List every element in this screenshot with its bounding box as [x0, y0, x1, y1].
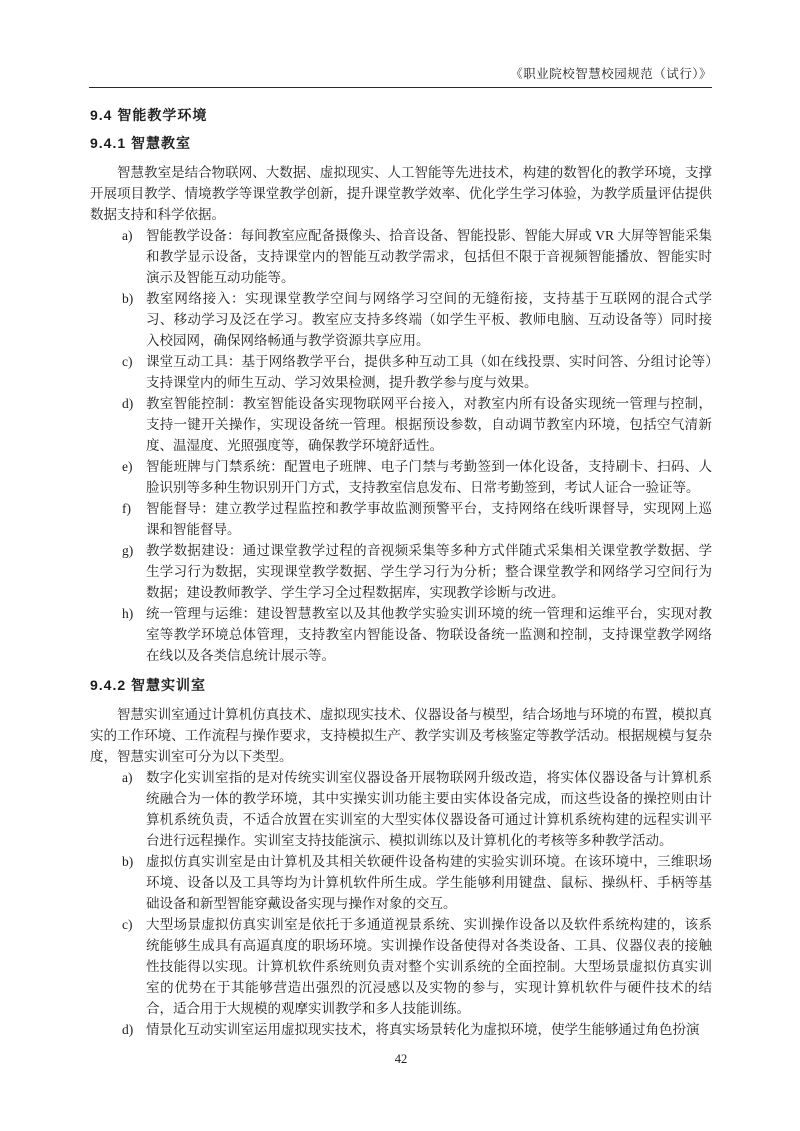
- section-heading-9-4: 9.4 智能教学环境: [90, 107, 208, 123]
- list-item: [90, 498, 712, 540]
- list-item-text: 智能班牌与门禁系统：配置电子班牌、电子门禁与考勤签到一体化设备，支持刷卡、扫码、人脸识别等多种生物识别开门方式，支持教室信息发布、日常考勤签到，考试人证合一验证等。: [146, 459, 712, 495]
- list-item-label: b): [122, 291, 134, 306]
- page-content: [90, 88, 712, 1040]
- list-item-label: c): [122, 917, 133, 932]
- list-item: [90, 288, 712, 351]
- list-item-text: 数字化实训室指的是对传统实训室仪器设备开展物联网升级改造，将实体仪器设备与计算机系统融合为一体的教学环境，其中实操实训功能主要由实体设备完成，而这些设备的操控则由计算机系统负责，不适合放置在实训室的大型实体仪器设备可通过计算机系统构建的远程实训平台进行远程操作。实训室支持技能演示、模拟训练以及计算机化的考核等多种教学活动。: [146, 770, 712, 848]
- list-item-text: 教室网络接入：实现课堂教学空间与网络学习空间的无缝衔接，支持基于互联网的混合式学习、移动学习及泛在学习。教室应支持多终端（如学生平板、教师电脑、互动设备等）同时接入校园网，确保网络畅通与教学资源共享应用。: [146, 291, 712, 348]
- list-item: [90, 225, 712, 288]
- section-heading-9-4-1: 9.4.1 智慧教室: [90, 135, 192, 151]
- list-item: [90, 1019, 712, 1040]
- list-item-text: 智能督导：建立教学过程监控和教学事故监测预警平台，支持网络在线听课督导，实现网上巡课和智能督导。: [146, 501, 712, 537]
- list-item-text: 情景化互动实训室运用虚拟现实技术，将真实场景转化为虚拟环境，使学生能够通过角色扮演: [146, 1022, 700, 1037]
- list-item-label: c): [122, 354, 133, 369]
- paragraph-9-4-2-intro: 智慧实训室通过计算机仿真技术、虚拟现实技术、仪器设备与模型，结合场地与环境的布置，模拟真实的工作环境、工作流程与操作要求，支持模拟生产、教学实训及考核鉴定等教学活动。根据规模与复杂度，智慧实训室可分为以下类型。: [90, 707, 712, 764]
- list-item-text: 教学数据建设：通过课堂教学过程的音视频采集等多种方式伴随式采集相关课堂教学数据、学生学习行为数据，实现课堂教学数据、学生学习行为分析；整合课堂教学和网络学习空间行为数据；建设教师教学、学生学习全过程数据库，实现教学诊断与改进。: [146, 543, 712, 600]
- section-heading-9-4-2: 9.4.2 智慧实训室: [90, 677, 207, 693]
- list-item-label: a): [122, 770, 133, 785]
- list-item: [90, 914, 712, 1019]
- list-item-label: a): [122, 228, 133, 243]
- list-item-label: b): [122, 854, 134, 869]
- list-item: [90, 456, 712, 498]
- paragraph-9-4-1-intro: 智慧教室是结合物联网、大数据、虚拟现实、人工智能等先进技术，构建的数智化的教学环境，支撑开展项目教学、情境教学等课堂教学创新，提升课堂教学效率、优化学生学习体验，为教学质量评估提供数据支持和科学依据。: [90, 165, 712, 222]
- list-item-text: 智能教学设备：每间教室应配备摄像头、拾音设备、智能投影、智能大屏或 VR 大屏等智能采集和教学显示设备，支持课堂内的智能互动教学需求，包括但不限于音视频智能播放、智能实时演示及智能互动功能等。: [146, 228, 712, 285]
- list-item: [90, 540, 712, 603]
- list-item-text: 虚拟仿真实训室是由计算机及其相关软硬件设备构建的实验实训环境。在该环境中，三维职场环境、设备以及工具等均为计算机软件所生成。学生能够利用键盘、鼠标、操纵杆、手柄等基础设备和新型智能穿戴设备实现与操作对象的交互。: [146, 854, 712, 911]
- list-item-label: g): [122, 543, 134, 558]
- page-header: [89, 66, 712, 88]
- list-item-label: d): [122, 396, 134, 411]
- list-9-4-1: [90, 225, 712, 666]
- list-item: [90, 351, 712, 393]
- list-item-label: h): [122, 606, 134, 621]
- list-item-label: e): [122, 459, 133, 474]
- list-item: [90, 851, 712, 914]
- page-footer: [90, 1052, 712, 1067]
- list-item-text: 课堂互动工具：基于网络教学平台，提供多种互动工具（如在线投票、实时问答、分组讨论等）支持课堂内的师生互动、学习效果检测，提升教学参与度与效果。: [146, 354, 712, 390]
- list-item: [90, 393, 712, 456]
- list-9-4-2: [90, 767, 712, 1040]
- list-item: [90, 767, 712, 851]
- list-item-label: d): [122, 1022, 134, 1037]
- list-item-text: 大型场景虚拟仿真实训室是依托于多通道视景系统、实训操作设备以及软件系统构建的，该系统能够生成具有高逼真度的职场环境。实训操作设备使得对各类设备、工具、仪器仪表的接触性技能得以实现。计算机软件系统则负责对整个实训系统的全面控制。大型场景虚拟仿真实训室的优势在于其能够营造出强烈的沉浸感以及实物的参与，实现计算机软件与硬件技术的结合，适合用于大规模的观摩实训教学和多人技能训练。: [146, 917, 712, 1016]
- list-item-text: 教室智能控制：教室智能设备实现物联网平台接入，对教室内所有设备实现统一管理与控制，支持一键开关操作，实现设备统一管理。根据预设参数，自动调节教室内环境，包括空气清新度、温湿度、光照强度等，确保教学环境舒适性。: [146, 396, 712, 453]
- header-title: 《职业院校智慧校园规范（试行）》: [510, 67, 712, 81]
- list-item: [90, 603, 712, 666]
- list-item-text: 统一管理与运维：建设智慧教室以及其他教学实验实训环境的统一管理和运维平台，实现对教室等教学环境总体管理，支持教室内智能设备、物联设备统一监测和控制，支持课堂教学网络在线以及各类信息统计展示等。: [146, 606, 712, 663]
- page-number: 42: [394, 1052, 408, 1066]
- list-item-label: f): [122, 501, 131, 516]
